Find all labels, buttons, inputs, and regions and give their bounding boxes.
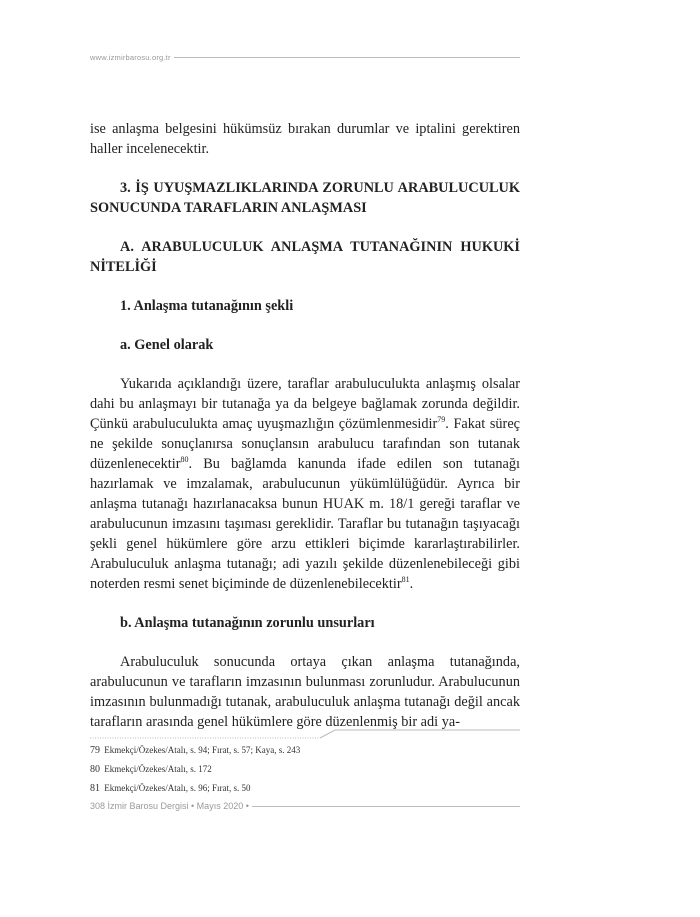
footnote-80 — [90, 763, 520, 776]
paragraph-1-text-2: . Fakat süreç ne şekilde sonuçlanırsa sonuçlansın arabulucu tarafından son tutanak düzenlenecektir — [90, 416, 521, 472]
subsection-heading-1: 1. Anlaşma tutanağının şekli — [120, 298, 294, 314]
footnote-ref-80[interactable]: 80 — [180, 455, 189, 465]
footnote-number: 81 — [90, 783, 100, 794]
paragraph-1-text-1: Yukarıda açıklandığı üzere, taraflar arabuluculukta anlaşmış olsalar dahi bu anlaşmayı bir tutanağa ya da belgeye bağlamak zorunda değildir. Çünkü arabuluculukta amaç uyuşmazlığın çözümlenmesidir — [90, 376, 520, 432]
subsection-heading-b: b. Anlaşma tutanağının zorunlu unsurları — [120, 615, 375, 631]
section-heading-3: 3. İŞ UYUŞMAZLIKLARINDA ZORUNLU ARABULUCULUK SONUCUNDA TARAFLARIN ANLAŞMASI — [90, 180, 520, 216]
body-paragraph-2: Arabuluculuk sonucunda ortaya çıkan anlaşma tutanağında, arabulucunun ve tarafların imzasının bulunması zorunludur. Arabulucunun imzasının bulunmadığı tutanak, arabuluculuk anlaşma tutanağı değil ancak tarafların arasında genel hükümlere göre düzenlenmiş bir adi ya- — [90, 654, 520, 730]
footnote-text: Ekmekçi/Özekes/Atalı, s. 94; Fırat, s. 57; Kaya, s. 243 — [104, 745, 301, 755]
header-rule — [174, 57, 520, 58]
footnote-ref-81[interactable]: 81 — [401, 575, 410, 585]
footer-rule — [252, 806, 520, 807]
footnote-separator — [90, 729, 520, 739]
footnote-number: 79 — [90, 745, 100, 756]
section-heading-a: A. ARABULUCULUK ANLAŞMA TUTANAĞININ HUKUKİ NİTELİĞİ — [90, 239, 520, 275]
paragraph-1-text-3: . Bu bağlamda kanunda ifade edilen son tutanağı hazırlamak ve imzalamak, arabulucunun yükümlülüğüdür. Ayrıca bir anlaşma tutanağı hazırlanacaksa bunun HUAK m. 18/1 gereği taraflar ve arabulucunun imzasını taşıması gereklidir. Taraflar bu tutanağın taşıyacağı şekli genel hükümlere göre arzu ettikleri biçimde kararlaştırabilirler. Arabuluculuk anlaşma tutanağı; adi yazılı şekilde düzenlenebileceği gibi noterden resmi senet biçiminde de düzenlenebilecektir — [90, 456, 520, 592]
footnote-text: Ekmekçi/Özekes/Atalı, s. 96; Fırat, s. 50 — [104, 783, 251, 793]
page-content — [90, 119, 520, 732]
footnote-text: Ekmekçi/Özekes/Atalı, s. 172 — [104, 764, 212, 774]
footnote-number: 80 — [90, 764, 100, 775]
page-footer — [90, 801, 520, 811]
page-header — [90, 53, 520, 62]
footnote-ref-79[interactable]: 79 — [437, 415, 446, 425]
footnotes — [90, 744, 520, 801]
footnote-81 — [90, 782, 520, 795]
subsection-heading-a: a. Genel olarak — [120, 337, 214, 353]
paragraph-1-text-4: . — [409, 576, 414, 592]
header-url: www.izmirbarosu.org.tr — [90, 53, 171, 62]
intro-paragraph: ise anlaşma belgesini hükümsüz bırakan durumlar ve iptalini gerektiren haller incelenecektir. — [90, 121, 520, 157]
body-paragraph-1 — [90, 374, 520, 594]
footer-text: 308 İzmir Barosu Dergisi • Mayıs 2020 • — [90, 801, 249, 811]
footnote-79 — [90, 744, 520, 757]
